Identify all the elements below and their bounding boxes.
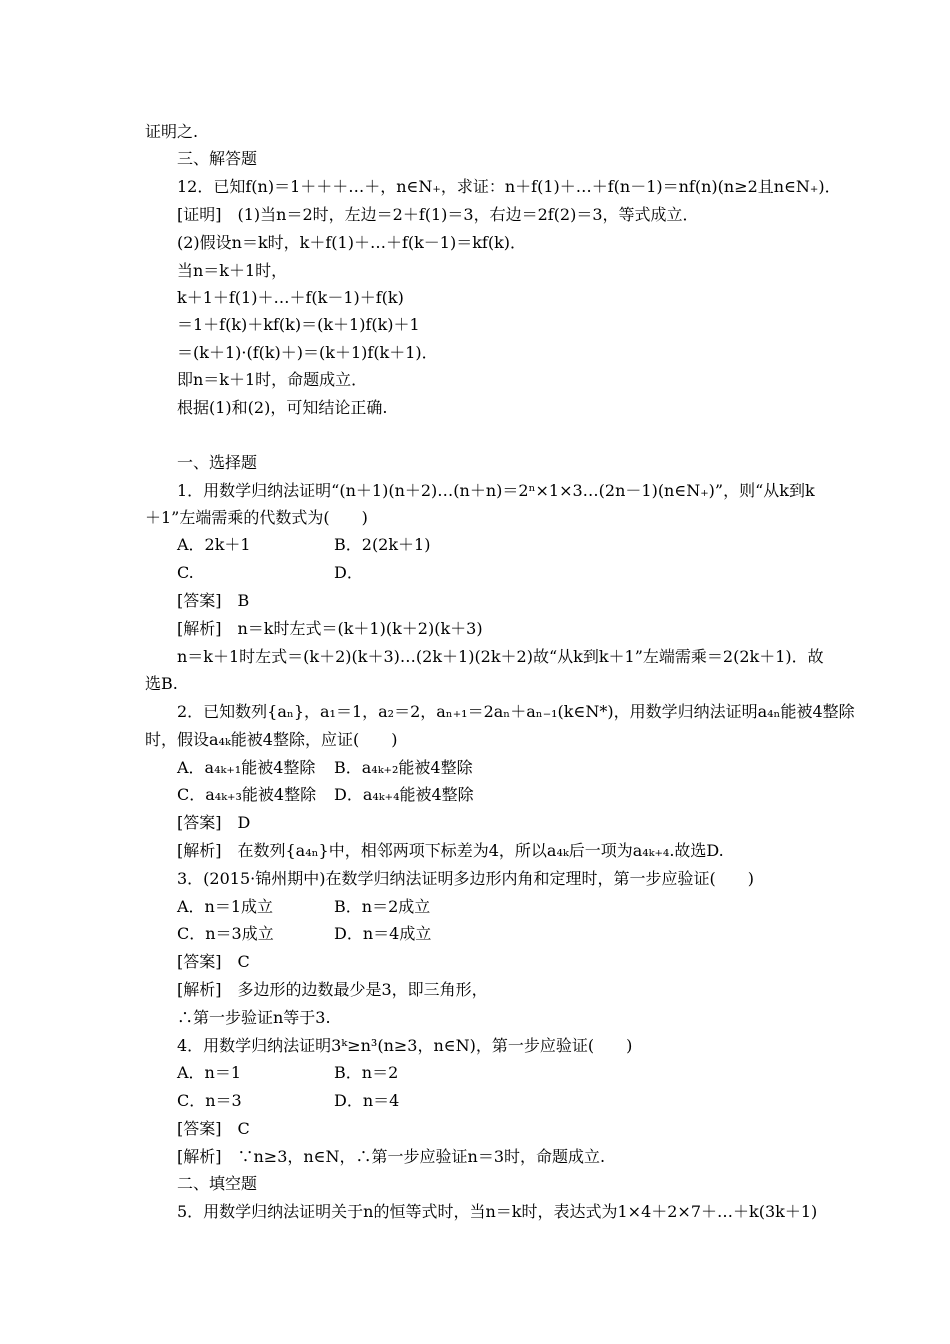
section-heading: 二、填空题 <box>177 1174 258 1193</box>
option-d: D．n＝4成立 <box>334 924 432 943</box>
proof-line: ＝(k＋1)·(f(k)＋)＝(k＋1)f(k＋1)． <box>177 343 438 362</box>
option-c: C．n＝3成立 <box>177 924 274 943</box>
option-b: B．n＝2成立 <box>334 897 431 916</box>
option-d: D．n＝4 <box>334 1091 400 1110</box>
answer-line: [答案] D <box>177 813 251 832</box>
option-b: B．n＝2 <box>334 1063 399 1082</box>
answer-line: [答案] C <box>177 952 250 971</box>
option-b: B．2(2k＋1) <box>334 535 431 554</box>
question-12: 12．已知f(n)＝1＋＋＋…＋，n∈N₊，求证：n＋f(1)＋…＋f(n－1)＝nf(n)(n≥2且n∈N₊)． <box>177 177 841 196</box>
analysis-line: [解析] 多边形的边数最少是3，即三角形， <box>177 980 488 999</box>
option-b: B．a₄ₖ₊₂能被4整除 <box>334 758 473 777</box>
question-1: 1．用数学归纳法证明“(n＋1)(n＋2)…(n＋n)＝2ⁿ×1×3…(2n－1)(n∈N₊)”，则“从k到k <box>177 481 815 500</box>
section-heading: 三、解答题 <box>177 149 258 168</box>
options-row <box>177 781 847 809</box>
options-row <box>177 920 847 948</box>
options-row <box>177 1059 847 1087</box>
option-a: A．n＝1成立 <box>177 897 274 916</box>
answer-line: [答案] C <box>177 1119 250 1138</box>
proof-line: 当n＝k＋1时， <box>177 261 288 280</box>
analysis-line: [解析] ∵n≥3，n∈N，∴第一步应验证n＝3时，命题成立. <box>177 1147 606 1166</box>
option-a: A．2k＋1 <box>177 535 251 554</box>
option-a: A．n＝1 <box>177 1063 242 1082</box>
question-3: 3．(2015·锦州期中)在数学归纳法证明多边形内角和定理时，第一步应验证( ) <box>177 869 754 888</box>
proof-line: ＝1＋f(k)＋kf(k)＝(k＋1)f(k)＋1 <box>177 315 420 334</box>
analysis-line: n＝k＋1时左式＝(k＋2)(k＋3)…(2k＋1)(2k＋2)故“从k到k＋1”左端需乘＝2(2k＋1)．故 <box>177 647 824 666</box>
text-line: 证明之. <box>145 122 199 141</box>
option-a: A．a₄ₖ₊₁能被4整除 <box>177 758 316 777</box>
analysis-line: [解析] n＝k时左式＝(k＋1)(k＋2)(k＋3) <box>177 619 483 638</box>
proof-line: 即n＝k＋1时，命题成立． <box>177 370 368 389</box>
option-d: D．a₄ₖ₊₄能被4整除 <box>334 785 474 804</box>
question-4: 4．用数学归纳法证明3ᵏ≥n³(n≥3，n∈N)，第一步应验证( ) <box>177 1036 633 1055</box>
question-2-cont: 时，假设a₄ₖ能被4整除，应证( ) <box>145 730 398 749</box>
proof-line: [证明] (1)当n＝2时，左边＝2＋f(1)＝3，右边＝2f(2)＝3，等式成立． <box>177 205 699 224</box>
proof-line: (2)假设n＝k时，k＋f(1)＋…＋f(k－1)＝kf(k)． <box>177 233 527 252</box>
options-row <box>177 754 847 782</box>
analysis-line: 选B. <box>145 674 178 693</box>
answer-line: [答案] B <box>177 591 250 610</box>
options-row <box>177 893 847 921</box>
option-d: D． <box>334 563 363 582</box>
options-row <box>177 1087 847 1115</box>
question-1-cont: ＋1”左端需乘的代数式为( ) <box>145 508 368 527</box>
section-heading: 一、选择题 <box>177 453 258 472</box>
proof-line: k＋1＋f(1)＋…＋f(k－1)＋f(k) <box>177 288 404 307</box>
options-row <box>177 531 847 559</box>
analysis-line: [解析] 在数列{a₄ₙ}中，相邻两项下标差为4，所以a₄ₖ后一项为a₄ₖ₊₄.故选D. <box>177 841 724 860</box>
option-c: C．n＝3 <box>177 1091 242 1110</box>
proof-line: 根据(1)和(2)，可知结论正确. <box>177 398 388 417</box>
analysis-line: ∴第一步验证n等于3. <box>177 1008 331 1027</box>
options-row <box>177 559 847 587</box>
option-c: C．a₄ₖ₊₃能被4整除 <box>177 785 317 804</box>
option-c: C. <box>177 563 194 582</box>
question-2: 2．已知数列{aₙ}，a₁＝1，a₂＝2，aₙ₊₁＝2aₙ＋aₙ₋₁(k∈N*)，用数学归纳法证明a₄ₙ能被4整除 <box>177 702 855 721</box>
question-5: 5．用数学归纳法证明关于n的恒等式时，当n＝k时，表达式为1×4＋2×7＋…＋k(3k＋1) <box>177 1202 818 1221</box>
